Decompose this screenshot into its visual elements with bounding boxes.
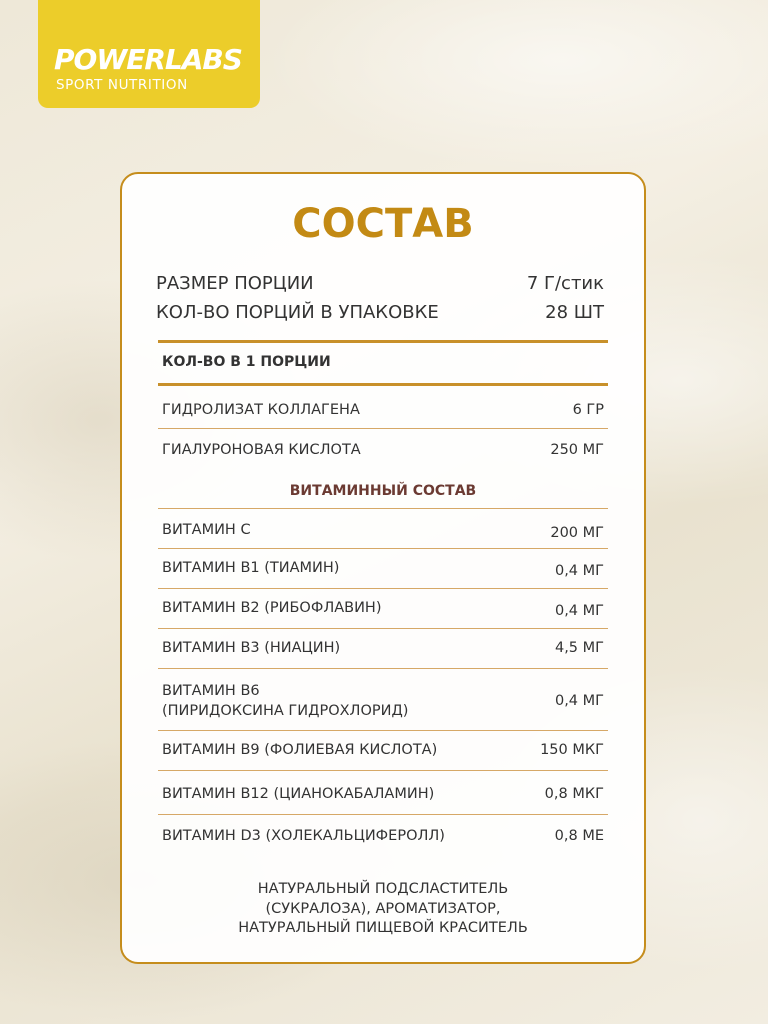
divider [158, 814, 608, 815]
divider-thick [158, 340, 608, 343]
page-title: СОСТАВ [292, 201, 474, 247]
vitamin-name: ВИТАМИН В1 (ТИАМИН) [162, 560, 340, 576]
footer-line: НАТУРАЛЬНЫЙ ПОДСЛАСТИТЕЛЬ [257, 881, 509, 897]
vitamin-name-line2: (ПИРИДОКСИНА ГИДРОХЛОРИД) [162, 703, 409, 720]
serving-size-label: РАЗМЕР ПОРЦИИ [156, 273, 314, 294]
vitamin-section-title: ВИТАМИННЫЙ СОСТАВ [289, 483, 477, 499]
composition-card [120, 172, 646, 964]
divider [158, 628, 608, 629]
vitamin-name: ВИТАМИН В12 (ЦИАНОКАБАЛАМИН) [162, 786, 435, 802]
vitamin-name: ВИТАМИН В2 (РИБОФЛАВИН) [162, 600, 382, 616]
vitamin-amount: 0,4 МГ [554, 603, 604, 619]
divider [158, 588, 608, 589]
ingredient-name: ГИДРОЛИЗАТ КОЛЛАГЕНА [162, 402, 360, 418]
ingredient-name: ГИАЛУРОНОВАЯ КИСЛОТА [162, 442, 361, 458]
vitamin-amount: 0,4 МГ [554, 693, 604, 709]
vitamin-amount: 150 МКГ [540, 742, 604, 758]
vitamin-name-line1: ВИТАМИН В6 [162, 683, 260, 699]
logo-brand-text: POWERLABS [54, 43, 242, 76]
vitamin-name: ВИТАМИН В3 (НИАЦИН) [162, 640, 341, 656]
divider [158, 730, 608, 731]
ingredient-amount: 250 МГ [550, 442, 604, 458]
vitamin-amount: 4,5 МГ [554, 640, 604, 656]
logo-subtitle: SPORT NUTRITION [56, 77, 188, 93]
vitamin-amount: 0,8 МКГ [544, 786, 604, 802]
per-serving-header: КОЛ-ВО В 1 ПОРЦИИ [162, 354, 331, 370]
vitamin-amount: 0,4 МГ [554, 563, 604, 579]
ingredient-amount: 6 ГР [572, 402, 604, 418]
footer-line: НАТУРАЛЬНЫЙ ПИЩЕВОЙ КРАСИТЕЛЬ [238, 920, 528, 937]
divider [158, 668, 608, 669]
vitamin-name [162, 681, 408, 722]
serving-count-label: КОЛ-ВО ПОРЦИЙ В УПАКОВКЕ [156, 302, 439, 323]
vitamin-amount: 200 МГ [550, 525, 604, 541]
vitamin-amount: 0,8 МЕ [554, 828, 604, 844]
divider [158, 548, 608, 549]
divider [158, 428, 608, 429]
brand-logo [38, 0, 260, 108]
vitamin-name: ВИТАМИН С [162, 522, 251, 538]
serving-count-value: 28 ШТ [545, 302, 604, 323]
footer-line: (СУКРАЛОЗА), АРОМАТИЗАТОР, [265, 900, 501, 917]
vitamin-name: ВИТАМИН В9 (ФОЛИЕВАЯ КИСЛОТА) [162, 742, 438, 758]
divider [158, 508, 608, 509]
divider [158, 770, 608, 771]
serving-size-value: 7 Г/стик [526, 273, 604, 294]
additional-ingredients [122, 880, 644, 939]
vitamin-name: ВИТАМИН D3 (ХОЛЕКАЛЬЦИФЕРОЛЛ) [162, 828, 445, 844]
divider-thick [158, 383, 608, 386]
